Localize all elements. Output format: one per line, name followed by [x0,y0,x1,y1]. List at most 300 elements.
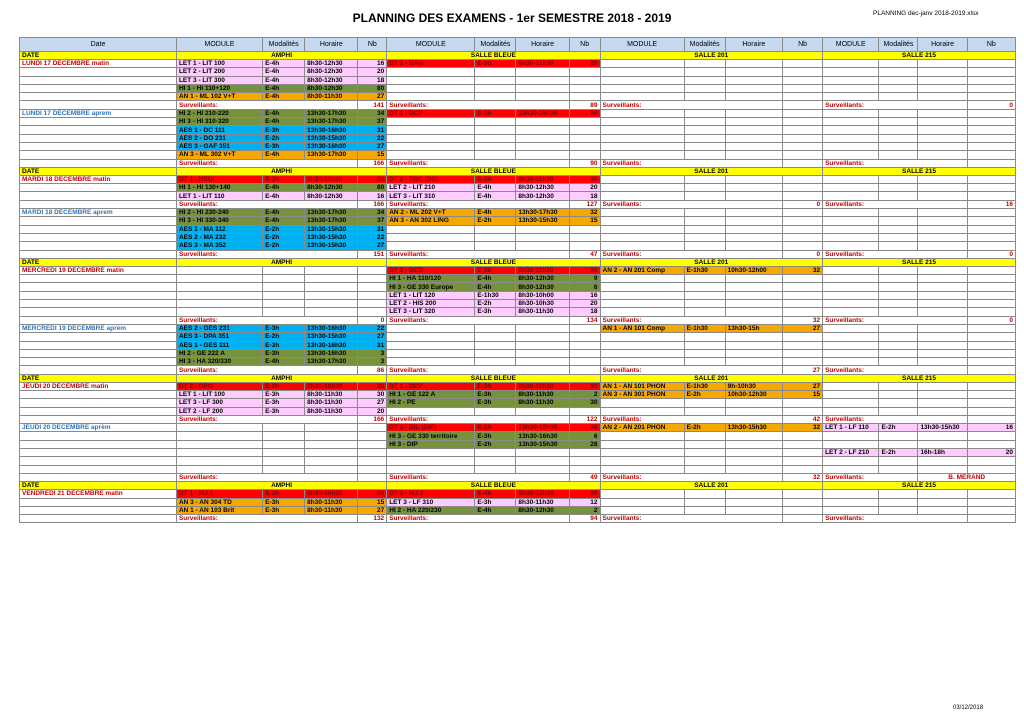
salle-bleue-modalite [475,457,516,465]
section-header-row [20,374,1016,382]
date-cell [20,308,177,316]
salle-215-module [823,109,879,117]
amphi-horaire: 13h30-15h30 [305,233,358,241]
amphi-horaire: 13h30-16h30 [305,126,358,134]
amphi-modalite [263,291,305,299]
amphi-nb: 16 [358,60,387,68]
salle-bleue-module [387,126,475,134]
salle-201-module [600,449,684,457]
salle-bleue-module: DT 3 - DIL (DIP) [387,424,475,432]
salle-215-nb [967,266,1015,274]
salle-215-nb [967,341,1015,349]
salle-bleue-nb [569,76,600,84]
amphi-modalite: E-4h [263,76,305,84]
salle-215-nb [967,465,1015,473]
column-header: Horaire [918,38,967,52]
salle-201-horaire [725,134,782,142]
salle-201-modalite [684,449,725,457]
surveillants-count [967,366,1015,374]
amphi-horaire: 8h30-11h30 [305,498,358,506]
salle-215-modalite [879,333,918,341]
salle-215-horaire [918,192,967,200]
salle-bleue-module: LET 3 - LIT 320 [387,308,475,316]
salle-201-horaire: 10h30-12h30 [725,390,782,398]
salle-201-horaire [725,449,782,457]
date-cell [20,250,177,258]
amphi-nb: 15 [358,498,387,506]
surveillants-label: Surveillants: [176,200,358,208]
salle-215-horaire [918,457,967,465]
salle-201-modalite [684,358,725,366]
salle-201-horaire [725,457,782,465]
date-cell [20,84,177,92]
salle-215-module [823,399,879,407]
amphi-nb [358,300,387,308]
salle-215-module [823,432,879,440]
amphi-horaire [305,308,358,316]
column-header: Nb [967,38,1015,52]
room-header-salle-bleue: SALLE BLEUE [387,258,600,266]
amphi-nb: 30 [358,390,387,398]
salle-201-nb [783,225,823,233]
column-header: Nb [569,38,600,52]
column-header: Date [20,38,177,52]
section-date-label: DATE [20,258,177,266]
date-cell [20,291,177,299]
amphi-horaire: 8h30-11h30 [305,390,358,398]
salle-215-module [823,490,879,498]
salle-bleue-horaire [516,407,569,415]
salle-bleue-nb [569,233,600,241]
salle-201-horaire [725,233,782,241]
salle-215-horaire [918,134,967,142]
salle-215-horaire [918,175,967,183]
salle-201-nb [783,109,823,117]
salle-bleue-module [387,233,475,241]
salle-bleue-modalite: E-3h [475,60,516,68]
salle-201-module [600,60,684,68]
salle-215-module [823,283,879,291]
surveillants-count: 49 [569,473,600,481]
amphi-nb: 3 [358,358,387,366]
salle-201-module: AN 1 - AN 101 PHON [600,382,684,390]
page-title: PLANNING DES EXAMENS - 1er SEMESTRE 2018 - 2019 [352,11,672,25]
salle-201-nb: 32 [783,266,823,274]
salle-215-modalite [879,184,918,192]
salle-201-horaire [725,358,782,366]
salle-215-modalite [879,266,918,274]
surveillants-count: 86 [358,366,387,374]
salle-201-module [600,142,684,150]
salle-bleue-horaire: 13h30-17h30 [516,209,569,217]
salle-201-modalite [684,300,725,308]
amphi-modalite: E-4h [263,93,305,101]
salle-201-modalite [684,175,725,183]
amphi-nb: 20 [358,68,387,76]
salle-bleue-modalite [475,333,516,341]
salle-bleue-module: AN 2 - ML 202 V+T [387,209,475,217]
amphi-modalite: E-3h [263,324,305,332]
salle-201-module [600,490,684,498]
day-label: VENDREDI 21 DECEMBRE matin [20,490,177,498]
salle-201-module [600,300,684,308]
date-cell [20,300,177,308]
salle-215-module [823,60,879,68]
salle-bleue-nb: 80 [569,490,600,498]
salle-201-nb [783,490,823,498]
date-cell [20,200,177,208]
salle-201-nb [783,126,823,134]
salle-bleue-horaire [516,118,569,126]
salle-bleue-horaire [516,225,569,233]
salle-215-nb [967,118,1015,126]
date-cell [20,449,177,457]
surveillants-label: Surveillants: [387,316,570,324]
room-header-salle-215: SALLE 215 [823,258,1016,266]
amphi-horaire: 8h30-12h30 [305,76,358,84]
amphi-nb [358,283,387,291]
salle-bleue-horaire: 13h30-16h30 [516,432,569,440]
surveillants-label: Surveillants: [387,250,570,258]
salle-bleue-modalite [475,465,516,473]
amphi-horaire: 13h30-15h30 [305,242,358,250]
salle-215-horaire [918,93,967,101]
salle-bleue-modalite: E-2h [475,440,516,448]
amphi-horaire [305,457,358,465]
surveillants-row [20,473,1016,481]
date-cell [20,407,177,415]
salle-bleue-nb [569,93,600,101]
salle-201-horaire [725,440,782,448]
salle-201-horaire: 10h30-12h00 [725,266,782,274]
amphi-module [176,308,262,316]
surveillants-count: 166 [358,200,387,208]
amphi-horaire: 8h30-12h30 [305,184,358,192]
salle-bleue-modalite [475,407,516,415]
salle-201-nb [783,457,823,465]
salle-215-module [823,126,879,134]
amphi-module: HI 1 - HI 130+140 [176,184,262,192]
salle-201-nb [783,151,823,159]
exam-row [20,225,1016,233]
salle-215-modalite [879,506,918,514]
amphi-module: DT 2 - DPG [176,382,262,390]
salle-201-module [600,283,684,291]
salle-215-module [823,242,879,250]
amphi-nb: 31 [358,341,387,349]
exam-row [20,134,1016,142]
salle-201-modalite [684,333,725,341]
salle-215-module [823,333,879,341]
salle-215-nb [967,382,1015,390]
salle-bleue-horaire: 8h30-11h30 [516,308,569,316]
salle-bleue-nb [569,118,600,126]
salle-215-module [823,184,879,192]
salle-201-horaire [725,184,782,192]
salle-201-module [600,134,684,142]
salle-201-modalite [684,134,725,142]
amphi-nb: 18 [358,76,387,84]
date-cell [20,358,177,366]
amphi-modalite: E-3h [263,175,305,183]
salle-201-horaire [725,308,782,316]
salle-201-horaire [725,399,782,407]
salle-bleue-modalite: E-4h [475,506,516,514]
salle-215-module [823,76,879,84]
salle-201-nb [783,93,823,101]
salle-bleue-horaire [516,457,569,465]
surveillants-count [783,159,823,167]
amphi-module [176,465,262,473]
amphi-modalite: E-2h [263,225,305,233]
salle-201-nb [783,217,823,225]
amphi-modalite [263,457,305,465]
day-row [20,324,1016,332]
amphi-horaire [305,266,358,274]
amphi-horaire: 13h30-17h30 [305,118,358,126]
salle-215-modalite [879,432,918,440]
column-header: Nb [358,38,387,52]
salle-bleue-module: DT 2 - TGC (DO) [387,175,475,183]
salle-215-module [823,407,879,415]
surveillants-count: 94 [569,515,600,523]
column-header: MODULE [600,38,684,52]
salle-201-modalite [684,93,725,101]
salle-201-horaire [725,209,782,217]
section-date-label: DATE [20,167,177,175]
salle-201-nb [783,440,823,448]
salle-bleue-nb [569,134,600,142]
salle-bleue-modalite: E-3h [475,308,516,316]
salle-201-module [600,225,684,233]
date-cell [20,515,177,523]
salle-bleue-modalite [475,118,516,126]
salle-215-horaire [918,68,967,76]
salle-215-horaire [918,308,967,316]
amphi-horaire: 8h30-11h30 [305,407,358,415]
day-label: LUNDI 17 DECEMBRE matin [20,60,177,68]
salle-201-nb [783,76,823,84]
salle-bleue-modalite [475,242,516,250]
salle-bleue-module [387,457,475,465]
amphi-module [176,283,262,291]
salle-201-module [600,291,684,299]
salle-201-nb: 15 [783,390,823,398]
salle-201-module: AN 2 - AN 201 PHON [600,424,684,432]
salle-215-horaire [918,432,967,440]
amphi-nb [358,449,387,457]
amphi-module: HI 3 - HA 320/330 [176,358,262,366]
salle-bleue-module: LET 2 - HIS 200 [387,300,475,308]
date-cell [20,366,177,374]
salle-201-horaire [725,76,782,84]
amphi-horaire: 13h30-16h30 [305,324,358,332]
surveillants-label: Surveillants: [600,515,783,523]
surveillants-count [783,515,823,523]
amphi-nb [358,440,387,448]
day-row [20,60,1016,68]
salle-bleue-horaire [516,151,569,159]
salle-215-modalite [879,390,918,398]
salle-201-module [600,175,684,183]
salle-bleue-horaire [516,142,569,150]
amphi-horaire: 8h30-10h30 [305,490,358,498]
date-cell [20,457,177,465]
exam-row [20,76,1016,84]
amphi-horaire: 8h30-12h30 [305,84,358,92]
salle-201-module [600,242,684,250]
salle-bleue-module: HI 3 - DIP [387,440,475,448]
salle-215-horaire [918,490,967,498]
date-cell [20,473,177,481]
date-cell [20,341,177,349]
exam-row [20,233,1016,241]
exam-row [20,118,1016,126]
salle-201-horaire [725,291,782,299]
amphi-module: AN 1 - ML 102 V+T [176,93,262,101]
salle-215-horaire [918,440,967,448]
salle-bleue-modalite: E-2h [475,300,516,308]
salle-bleue-nb: 28 [569,440,600,448]
salle-215-horaire [918,126,967,134]
amphi-module: AN 1 - AN 103 Brit [176,506,262,514]
salle-bleue-nb [569,126,600,134]
surveillants-label: Surveillants: [387,101,570,109]
salle-215-nb [967,142,1015,150]
salle-215-horaire [918,118,967,126]
surveillants-count: 27 [783,366,823,374]
salle-201-nb [783,349,823,357]
salle-bleue-horaire: 13h30-15h30 [516,424,569,432]
day-label: MERCREDI 19 DECEMBRE matin [20,266,177,274]
salle-215-modalite [879,60,918,68]
date-cell [20,184,177,192]
salle-215-horaire [918,266,967,274]
salle-bleue-nb: 18 [569,192,600,200]
exam-row [20,308,1016,316]
salle-201-horaire [725,498,782,506]
amphi-module [176,449,262,457]
day-row [20,490,1016,498]
column-header: Horaire [516,38,569,52]
surveillants-count: 166 [358,159,387,167]
exam-row [20,84,1016,92]
amphi-modalite: E-3h [263,142,305,150]
salle-201-nb [783,142,823,150]
salle-bleue-modalite: E-3h [475,109,516,117]
salle-215-modalite [879,217,918,225]
salle-201-module [600,76,684,84]
amphi-nb: 27 [358,142,387,150]
amphi-horaire: 13h30-16h30 [305,341,358,349]
salle-bleue-horaire [516,242,569,250]
salle-bleue-nb: 2 [569,390,600,398]
salle-215-module [823,217,879,225]
exam-row [20,126,1016,134]
salle-bleue-modalite [475,151,516,159]
amphi-module: AES 2 - DO 231 [176,134,262,142]
amphi-modalite: E-4h [263,209,305,217]
exam-row [20,390,1016,398]
amphi-modalite: E-4h [263,217,305,225]
salle-215-module [823,440,879,448]
salle-bleue-module: HI 3 - GE 330 Europe [387,283,475,291]
surveillants-count: 0 [967,101,1015,109]
surveillants-row [20,200,1016,208]
exam-row [20,242,1016,250]
salle-215-horaire [918,142,967,150]
amphi-module: HI 3 - HI 310-320 [176,118,262,126]
amphi-nb [358,291,387,299]
salle-215-nb [967,333,1015,341]
date-cell [20,233,177,241]
surveillants-row [20,316,1016,324]
salle-215-module [823,134,879,142]
salle-201-horaire [725,126,782,134]
salle-201-module [600,341,684,349]
salle-215-module [823,151,879,159]
amphi-modalite: E-4h [263,192,305,200]
amphi-module [176,291,262,299]
salle-215-module: LET 1 - LF 110 [823,424,879,432]
exam-row [20,399,1016,407]
salle-bleue-nb: 15 [569,217,600,225]
surveillants-label: Surveillants: [387,159,570,167]
salle-bleue-horaire: 8h30-12h30 [516,184,569,192]
surveillants-count: 32 [783,316,823,324]
salle-201-nb [783,275,823,283]
column-header: MODULE [176,38,262,52]
salle-201-horaire [725,60,782,68]
room-header-salle-215: SALLE 215 [823,482,1016,490]
amphi-horaire: 13h30-15h30 [305,333,358,341]
salle-201-modalite [684,184,725,192]
surveillants-count [967,415,1015,423]
salle-215-nb [967,390,1015,398]
salle-bleue-module: LET 2 - LIT 210 [387,184,475,192]
exam-row [20,333,1016,341]
salle-bleue-nb: 6 [569,432,600,440]
surveillants-count: 134 [569,316,600,324]
amphi-nb: 22 [358,324,387,332]
amphi-modalite: E-2h [263,490,305,498]
amphi-module [176,275,262,283]
salle-201-horaire [725,192,782,200]
amphi-modalite: E-3h [263,341,305,349]
salle-bleue-module [387,76,475,84]
amphi-modalite: E-2h [263,242,305,250]
salle-201-modalite [684,60,725,68]
salle-201-nb [783,358,823,366]
salle-215-modalite: E-2h [879,449,918,457]
amphi-horaire: 8h30-12h30 [305,192,358,200]
salle-201-module [600,192,684,200]
exam-row [20,217,1016,225]
salle-bleue-modalite: E-3h [475,498,516,506]
day-label: JEUDI 20 DECEMBRE aprèm [20,424,177,432]
room-header-amphi: AMPHI [176,482,386,490]
amphi-nb: 27 [358,333,387,341]
date-cell [20,225,177,233]
date-cell [20,242,177,250]
amphi-horaire [305,432,358,440]
amphi-nb: 80 [358,84,387,92]
salle-201-module: AN 3 - AN 301 PHON [600,390,684,398]
date-cell [20,415,177,423]
salle-201-modalite [684,506,725,514]
salle-215-horaire [918,291,967,299]
amphi-module: HI 2 - HI 230-240 [176,209,262,217]
